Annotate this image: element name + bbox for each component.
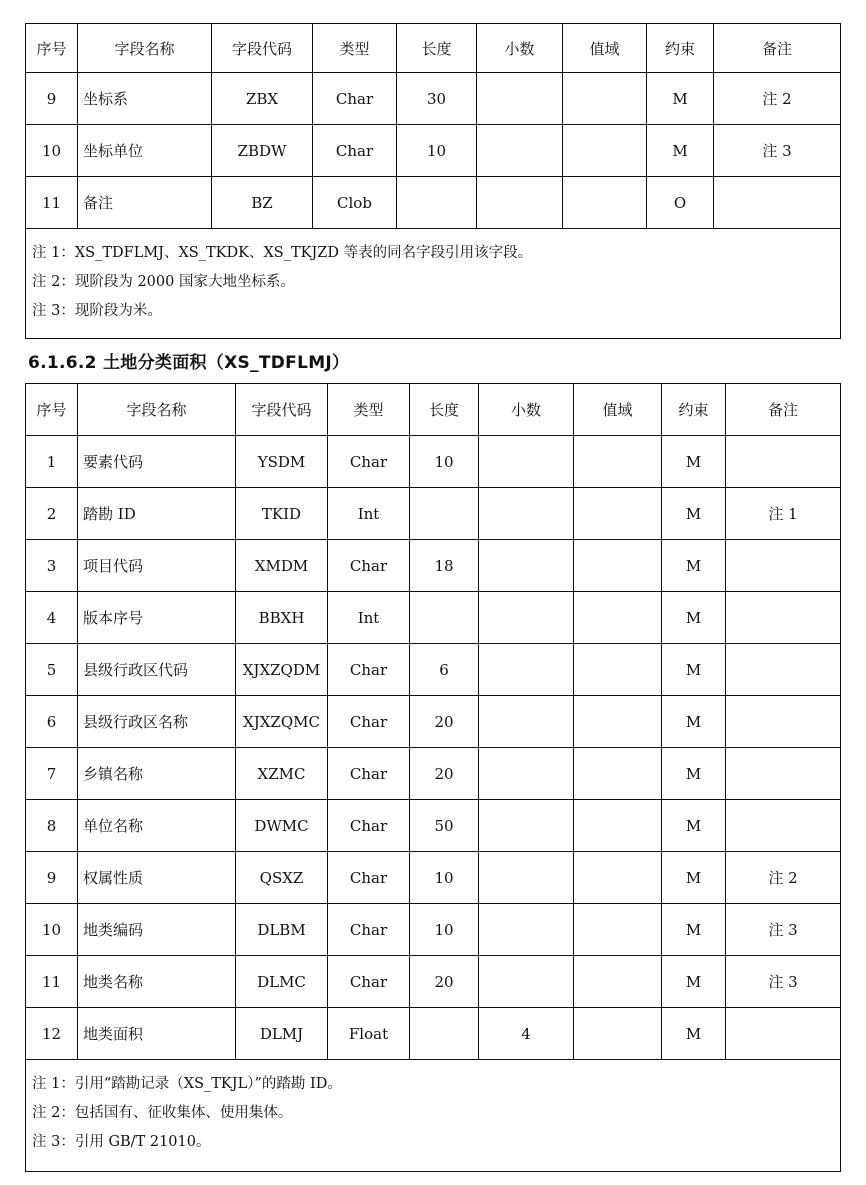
table-row xyxy=(26,177,841,229)
cell-field-code: XJXZQMC xyxy=(236,696,328,748)
cell-index: 7 xyxy=(26,748,78,800)
notes-row xyxy=(26,1060,841,1172)
cell-length: 20 xyxy=(410,696,479,748)
cell-index: 1 xyxy=(26,436,78,488)
cell-index: 3 xyxy=(26,540,78,592)
cell-decimal xyxy=(479,696,574,748)
cell-decimal xyxy=(479,644,574,696)
notes-cell xyxy=(26,229,841,339)
cell-field-name: 踏勘 ID xyxy=(78,488,236,540)
table-row xyxy=(26,696,841,748)
cell-domain xyxy=(574,1008,662,1060)
cell-field-code: YSDM xyxy=(236,436,328,488)
header-index: 序号 xyxy=(26,24,78,73)
cell-field-name: 项目代码 xyxy=(78,540,236,592)
notes-row xyxy=(26,229,841,339)
cell-constraint: M xyxy=(662,904,726,956)
field-table-1 xyxy=(25,23,841,339)
cell-field-code: BBXH xyxy=(236,592,328,644)
table-notes xyxy=(26,229,841,339)
cell-remark: 注 3 xyxy=(726,956,841,1008)
cell-decimal xyxy=(479,852,574,904)
cell-length xyxy=(410,488,479,540)
cell-index: 10 xyxy=(26,125,78,177)
note-line: 注 3：引用 GB/T 21010。 xyxy=(32,1134,211,1150)
cell-domain xyxy=(574,488,662,540)
cell-field-name: 地类名称 xyxy=(78,956,236,1008)
cell-index: 8 xyxy=(26,800,78,852)
cell-field-code: BZ xyxy=(212,177,313,229)
cell-field-code: TKID xyxy=(236,488,328,540)
header-decimal: 小数 xyxy=(479,384,574,436)
cell-constraint: M xyxy=(662,488,726,540)
header-constraint: 约束 xyxy=(662,384,726,436)
cell-field-code: ZBDW xyxy=(212,125,313,177)
cell-length: 20 xyxy=(410,748,479,800)
header-domain: 值域 xyxy=(574,384,662,436)
cell-index: 4 xyxy=(26,592,78,644)
cell-domain xyxy=(574,748,662,800)
cell-domain xyxy=(574,956,662,1008)
cell-field-code: XJXZQDM xyxy=(236,644,328,696)
cell-constraint: M xyxy=(662,956,726,1008)
cell-length xyxy=(397,177,477,229)
section-heading: 6.1.6.2 土地分类面积（XS_TDFLMJ） xyxy=(28,353,350,373)
cell-constraint: M xyxy=(662,800,726,852)
cell-decimal xyxy=(479,800,574,852)
cell-domain xyxy=(574,592,662,644)
cell-constraint: M xyxy=(662,644,726,696)
cell-field-name: 版本序号 xyxy=(78,592,236,644)
table-row xyxy=(26,1008,841,1060)
cell-type: Char xyxy=(328,904,410,956)
cell-remark xyxy=(726,436,841,488)
cell-constraint: M xyxy=(647,73,714,125)
cell-field-code: ZBX xyxy=(212,73,313,125)
header-domain: 值域 xyxy=(563,24,647,73)
cell-index: 2 xyxy=(26,488,78,540)
cell-field-code: XMDM xyxy=(236,540,328,592)
cell-remark xyxy=(726,1008,841,1060)
cell-field-name: 坐标单位 xyxy=(78,125,212,177)
cell-field-name: 权属性质 xyxy=(78,852,236,904)
cell-index: 5 xyxy=(26,644,78,696)
note-line: 注 2：包括国有、征收集体、使用集体。 xyxy=(32,1105,293,1121)
cell-length: 18 xyxy=(410,540,479,592)
header-type: 类型 xyxy=(313,24,397,73)
cell-type: Char xyxy=(313,125,397,177)
cell-index: 9 xyxy=(26,73,78,125)
cell-index: 11 xyxy=(26,956,78,1008)
cell-type: Char xyxy=(328,696,410,748)
header-field-code: 字段代码 xyxy=(236,384,328,436)
cell-field-name: 坐标系 xyxy=(78,73,212,125)
cell-length xyxy=(410,1008,479,1060)
cell-domain xyxy=(574,800,662,852)
cell-remark xyxy=(726,696,841,748)
table-row xyxy=(26,488,841,540)
cell-index: 11 xyxy=(26,177,78,229)
table-header xyxy=(26,24,841,73)
cell-field-name: 地类面积 xyxy=(78,1008,236,1060)
cell-field-name: 备注 xyxy=(78,177,212,229)
header-index: 序号 xyxy=(26,384,78,436)
cell-index: 12 xyxy=(26,1008,78,1060)
cell-remark xyxy=(726,644,841,696)
note-line: 注 1：引用“踏勘记录（XS_TKJL）”的踏勘 ID。 xyxy=(32,1076,342,1092)
notes-cell xyxy=(26,1060,841,1172)
cell-domain xyxy=(574,644,662,696)
note-line: 注 3：现阶段为米。 xyxy=(32,303,162,319)
cell-decimal xyxy=(479,956,574,1008)
header-row xyxy=(26,384,841,436)
cell-remark: 注 1 xyxy=(726,488,841,540)
cell-length: 6 xyxy=(410,644,479,696)
cell-constraint: M xyxy=(662,436,726,488)
cell-length: 10 xyxy=(410,852,479,904)
cell-field-code: DLMC xyxy=(236,956,328,1008)
cell-decimal xyxy=(479,488,574,540)
cell-length: 50 xyxy=(410,800,479,852)
cell-domain xyxy=(563,125,647,177)
table-body xyxy=(26,436,841,1060)
cell-type: Int xyxy=(328,592,410,644)
cell-decimal xyxy=(477,125,563,177)
cell-type: Char xyxy=(328,800,410,852)
table-row xyxy=(26,800,841,852)
cell-decimal: 4 xyxy=(479,1008,574,1060)
cell-type: Int xyxy=(328,488,410,540)
cell-constraint: M xyxy=(662,852,726,904)
cell-index: 9 xyxy=(26,852,78,904)
table-body xyxy=(26,73,841,229)
header-decimal: 小数 xyxy=(477,24,563,73)
table-row xyxy=(26,852,841,904)
cell-type: Char xyxy=(328,748,410,800)
cell-constraint: M xyxy=(662,696,726,748)
cell-length: 10 xyxy=(410,904,479,956)
cell-decimal xyxy=(479,436,574,488)
cell-domain xyxy=(574,436,662,488)
table-header xyxy=(26,384,841,436)
cell-constraint: M xyxy=(647,125,714,177)
field-table-2 xyxy=(25,383,841,1172)
cell-length: 10 xyxy=(397,125,477,177)
header-field-name: 字段名称 xyxy=(78,384,236,436)
cell-field-code: XZMC xyxy=(236,748,328,800)
cell-remark xyxy=(726,800,841,852)
cell-decimal xyxy=(479,592,574,644)
table-row xyxy=(26,540,841,592)
cell-type: Char xyxy=(328,540,410,592)
table-row xyxy=(26,956,841,1008)
table-row xyxy=(26,73,841,125)
cell-constraint: M xyxy=(662,540,726,592)
cell-domain xyxy=(563,73,647,125)
cell-type: Char xyxy=(328,956,410,1008)
cell-type: Char xyxy=(313,73,397,125)
cell-field-code: DLMJ xyxy=(236,1008,328,1060)
cell-remark xyxy=(726,592,841,644)
cell-type: Clob xyxy=(313,177,397,229)
cell-decimal xyxy=(479,540,574,592)
cell-type: Char xyxy=(328,852,410,904)
cell-remark: 注 2 xyxy=(714,73,841,125)
table-row xyxy=(26,644,841,696)
header-remark: 备注 xyxy=(726,384,841,436)
header-row xyxy=(26,24,841,73)
cell-domain xyxy=(574,904,662,956)
cell-constraint: O xyxy=(647,177,714,229)
cell-field-name: 县级行政区代码 xyxy=(78,644,236,696)
cell-domain xyxy=(574,540,662,592)
cell-domain xyxy=(574,696,662,748)
cell-remark xyxy=(726,540,841,592)
cell-field-code: QSXZ xyxy=(236,852,328,904)
cell-remark xyxy=(714,177,841,229)
cell-decimal xyxy=(479,904,574,956)
cell-domain xyxy=(563,177,647,229)
cell-remark: 注 3 xyxy=(714,125,841,177)
cell-type: Char xyxy=(328,644,410,696)
cell-field-code: DWMC xyxy=(236,800,328,852)
header-field-name: 字段名称 xyxy=(78,24,212,73)
cell-type: Float xyxy=(328,1008,410,1060)
cell-length: 20 xyxy=(410,956,479,1008)
table-row xyxy=(26,125,841,177)
note-line: 注 1：XS_TDFLMJ、XS_TKDK、XS_TKJZD 等表的同名字段引用该字段。 xyxy=(32,245,533,261)
cell-field-name: 要素代码 xyxy=(78,436,236,488)
cell-decimal xyxy=(479,748,574,800)
header-remark: 备注 xyxy=(714,24,841,73)
cell-index: 6 xyxy=(26,696,78,748)
table-row xyxy=(26,904,841,956)
cell-remark: 注 3 xyxy=(726,904,841,956)
table-notes xyxy=(26,1060,841,1172)
cell-decimal xyxy=(477,73,563,125)
cell-constraint: M xyxy=(662,592,726,644)
table-row xyxy=(26,592,841,644)
header-type: 类型 xyxy=(328,384,410,436)
header-length: 长度 xyxy=(397,24,477,73)
cell-length: 10 xyxy=(410,436,479,488)
cell-field-name: 地类编码 xyxy=(78,904,236,956)
cell-field-name: 乡镇名称 xyxy=(78,748,236,800)
cell-constraint: M xyxy=(662,1008,726,1060)
cell-remark xyxy=(726,748,841,800)
header-length: 长度 xyxy=(410,384,479,436)
header-field-code: 字段代码 xyxy=(212,24,313,73)
note-line: 注 2：现阶段为 2000 国家大地坐标系。 xyxy=(32,274,295,290)
cell-length: 30 xyxy=(397,73,477,125)
table-row xyxy=(26,436,841,488)
cell-length xyxy=(410,592,479,644)
cell-type: Char xyxy=(328,436,410,488)
cell-field-name: 单位名称 xyxy=(78,800,236,852)
cell-decimal xyxy=(477,177,563,229)
cell-domain xyxy=(574,852,662,904)
cell-index: 10 xyxy=(26,904,78,956)
cell-constraint: M xyxy=(662,748,726,800)
table-row xyxy=(26,748,841,800)
cell-remark: 注 2 xyxy=(726,852,841,904)
cell-field-code: DLBM xyxy=(236,904,328,956)
cell-field-name: 县级行政区名称 xyxy=(78,696,236,748)
header-constraint: 约束 xyxy=(647,24,714,73)
